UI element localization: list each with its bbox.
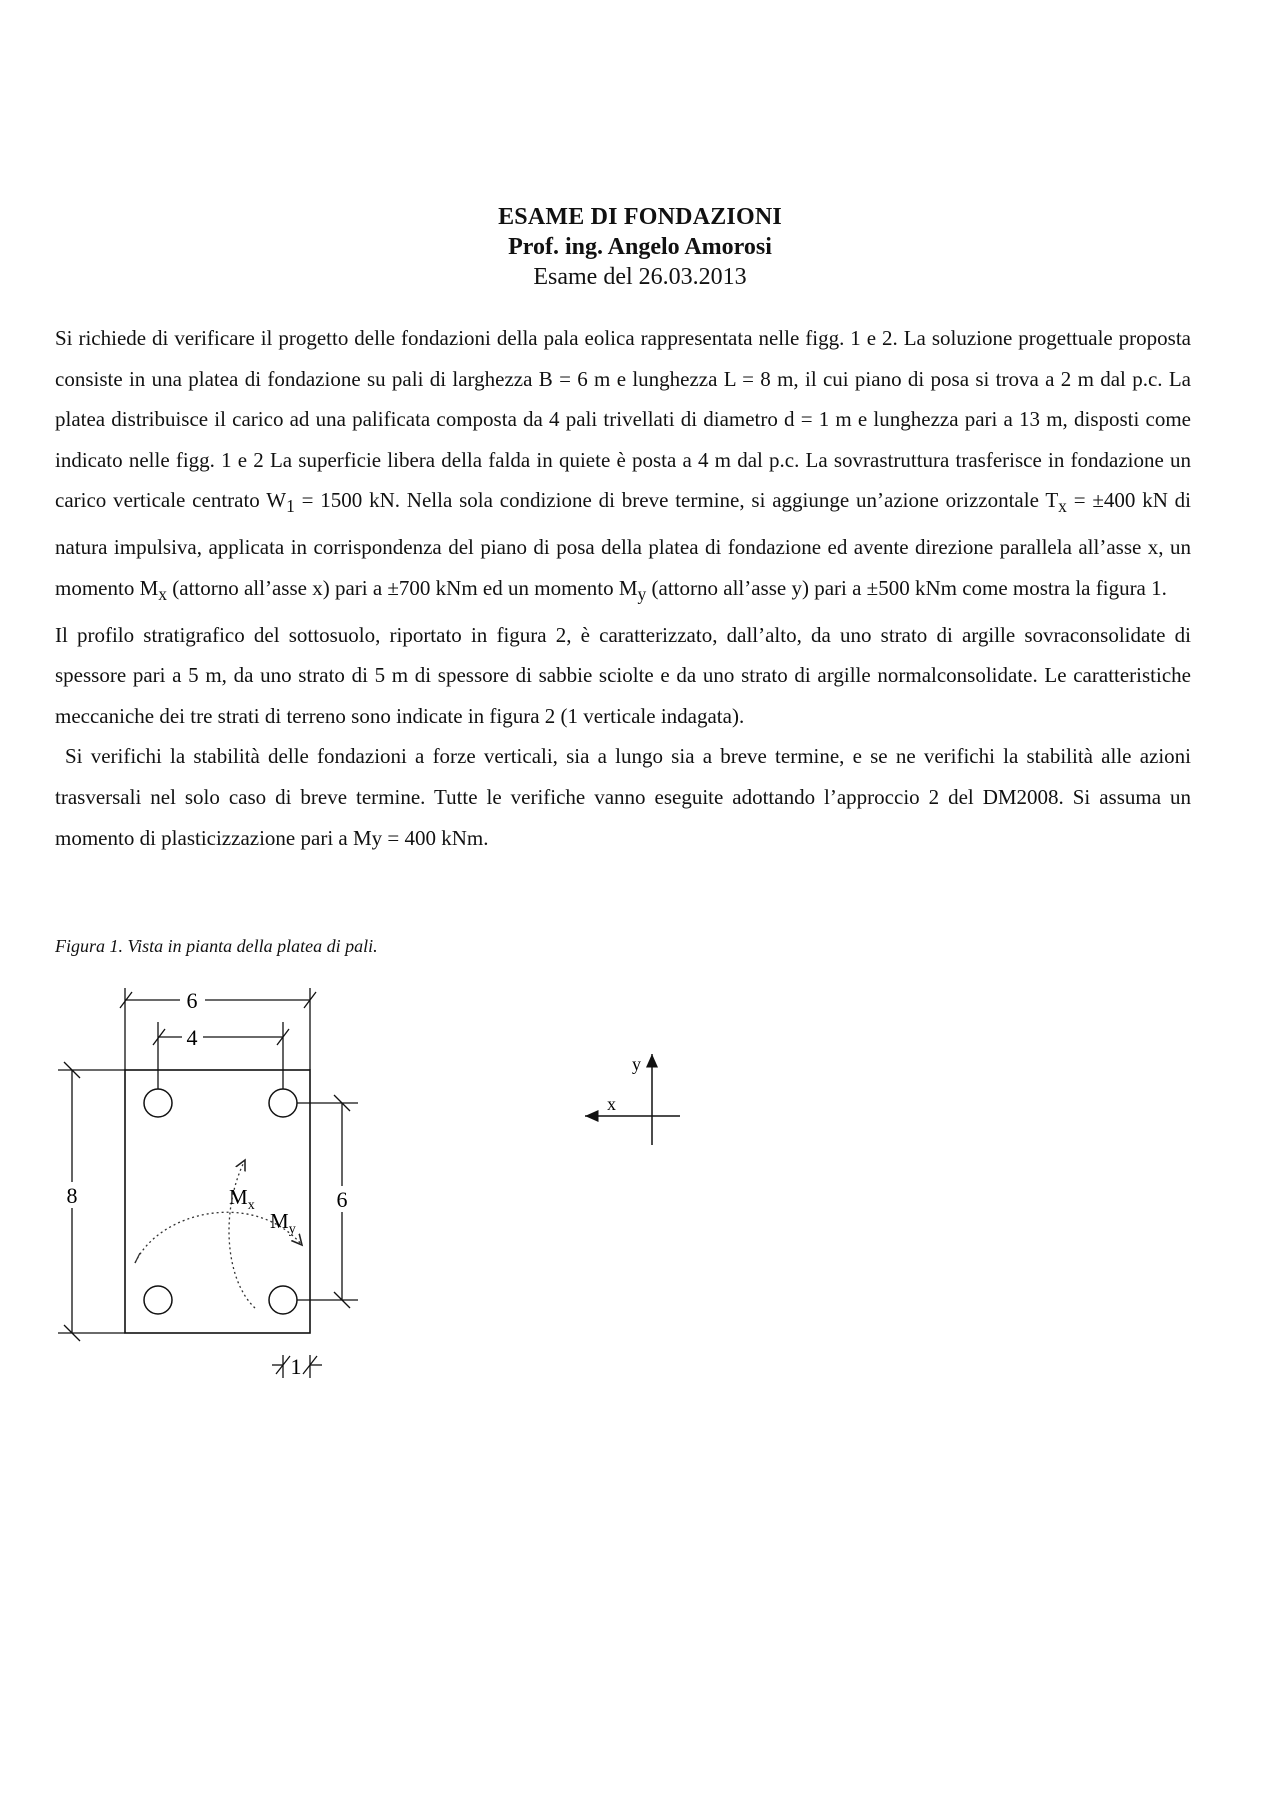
figure-plan-view — [40, 960, 720, 1385]
pile-top-left — [144, 1089, 172, 1117]
dimension-width — [120, 988, 316, 1070]
pile-bottom-left — [144, 1286, 172, 1314]
p1-subscript-w: 1 — [286, 496, 295, 517]
professor-name: Prof. ing. Angelo Amorosi — [508, 234, 772, 260]
foundation-slab — [125, 1070, 310, 1333]
dimension-width-label: 6 — [186, 988, 198, 1013]
dimension-pile-spacing-y-label: 6 — [336, 1187, 348, 1212]
pile-bottom-right — [269, 1286, 297, 1314]
p1-text-b: = 1500 kN. Nella sola condizione di breve termine, si aggiunge un’azione orizzontale T — [294, 488, 1059, 513]
document-header — [0, 202, 1280, 293]
dimension-pile-spacing-y — [297, 1095, 358, 1308]
exam-title: ESAME DI FONDAZIONI — [498, 204, 782, 230]
p1-text-d: (attorno all’asse x) pari a ±700 kNm ed un momento M — [167, 575, 638, 600]
paragraph-2: Il profilo stratigrafico del sottosuolo, riportato in figura 2, è caratterizzato, dall’alto, da uno strato di argille sovraconsolidate di spessore pari a 5 m, da uno strato di 5 m di spessore di sabbie sciolte e da uno strato di argille normalconsolidate. Le caratteristiche meccaniche dei tre strati di terreno sono indicate in figura 2 (1 verticale indagata). — [55, 622, 1191, 728]
moment-y-arrow-tail — [135, 1253, 140, 1263]
paragraph-3: Si verifichi la stabilità delle fondazioni a forze verticali, sia a lungo sia a breve termine, e se ne verifichi la stabilità alle azioni trasversali nel solo caso di breve termine. Tutte le verifiche vanno eseguite adottando l’approccio 2 del DM2008. Si assuma un momento di plasticizzazione pari a My = 400 kNm. — [55, 744, 1191, 850]
problem-statement — [55, 318, 1191, 858]
moment-x-arrow — [229, 1160, 255, 1308]
axis-y-label: y — [632, 1054, 641, 1074]
moment-y-label: $M_y$ — [270, 1209, 296, 1237]
pile-top-right — [269, 1089, 297, 1117]
p1-text-e: (attorno all’asse y) pari a ±500 kNm come mostra la figura 1. — [646, 575, 1167, 600]
dimension-edge-label: 1 — [290, 1354, 302, 1379]
exam-date: Esame del 26.03.2013 — [533, 264, 747, 290]
dimension-pile-spacing-x — [153, 1022, 289, 1089]
dimension-length-label: 8 — [66, 1183, 78, 1208]
axis-x-label: x — [607, 1094, 616, 1114]
p1-subscript-mx: x — [158, 583, 167, 604]
p1-subscript-my: y — [637, 583, 647, 604]
p1-subscript-tx: x — [1058, 496, 1067, 517]
moment-x-label: $M_x$ — [229, 1185, 255, 1213]
dimension-pile-spacing-x-label: 4 — [186, 1025, 198, 1050]
plan-view-drawing — [40, 960, 720, 1380]
p1-text-a: Si richiede di verificare il progetto delle fondazioni della pala eolica rappresentata nelle figg. 1 e 2. La soluzione progettuale proposta consiste in una platea di fondazione su pali di larghezza B = 6 m e lunghezza L = 8 m, il cui piano di posa si trova a 2 m dal p.c. La platea distribuisce il carico ad una palificata composta da 4 pali trivellati di diametro d = 1 m e lunghezza pari a 13 m, disposti come indicato nelle figg. 1 e 2 La superficie libera della falda in quiete è posta a 4 m dal p.c. La sovrastruttura trasferisce in fondazione un carico verticale centrato W — [55, 326, 1191, 513]
figure-caption: Figura 1. Vista in pianta della platea di pali. — [55, 936, 378, 956]
paragraph-1 — [55, 318, 1191, 615]
p1-text-c: = ±400 kN di natura impulsiva, applicata in corrispondenza del piano di posa della platea di fondazione ed avente direzione parallela all’asse x, un momento M — [55, 488, 1191, 600]
